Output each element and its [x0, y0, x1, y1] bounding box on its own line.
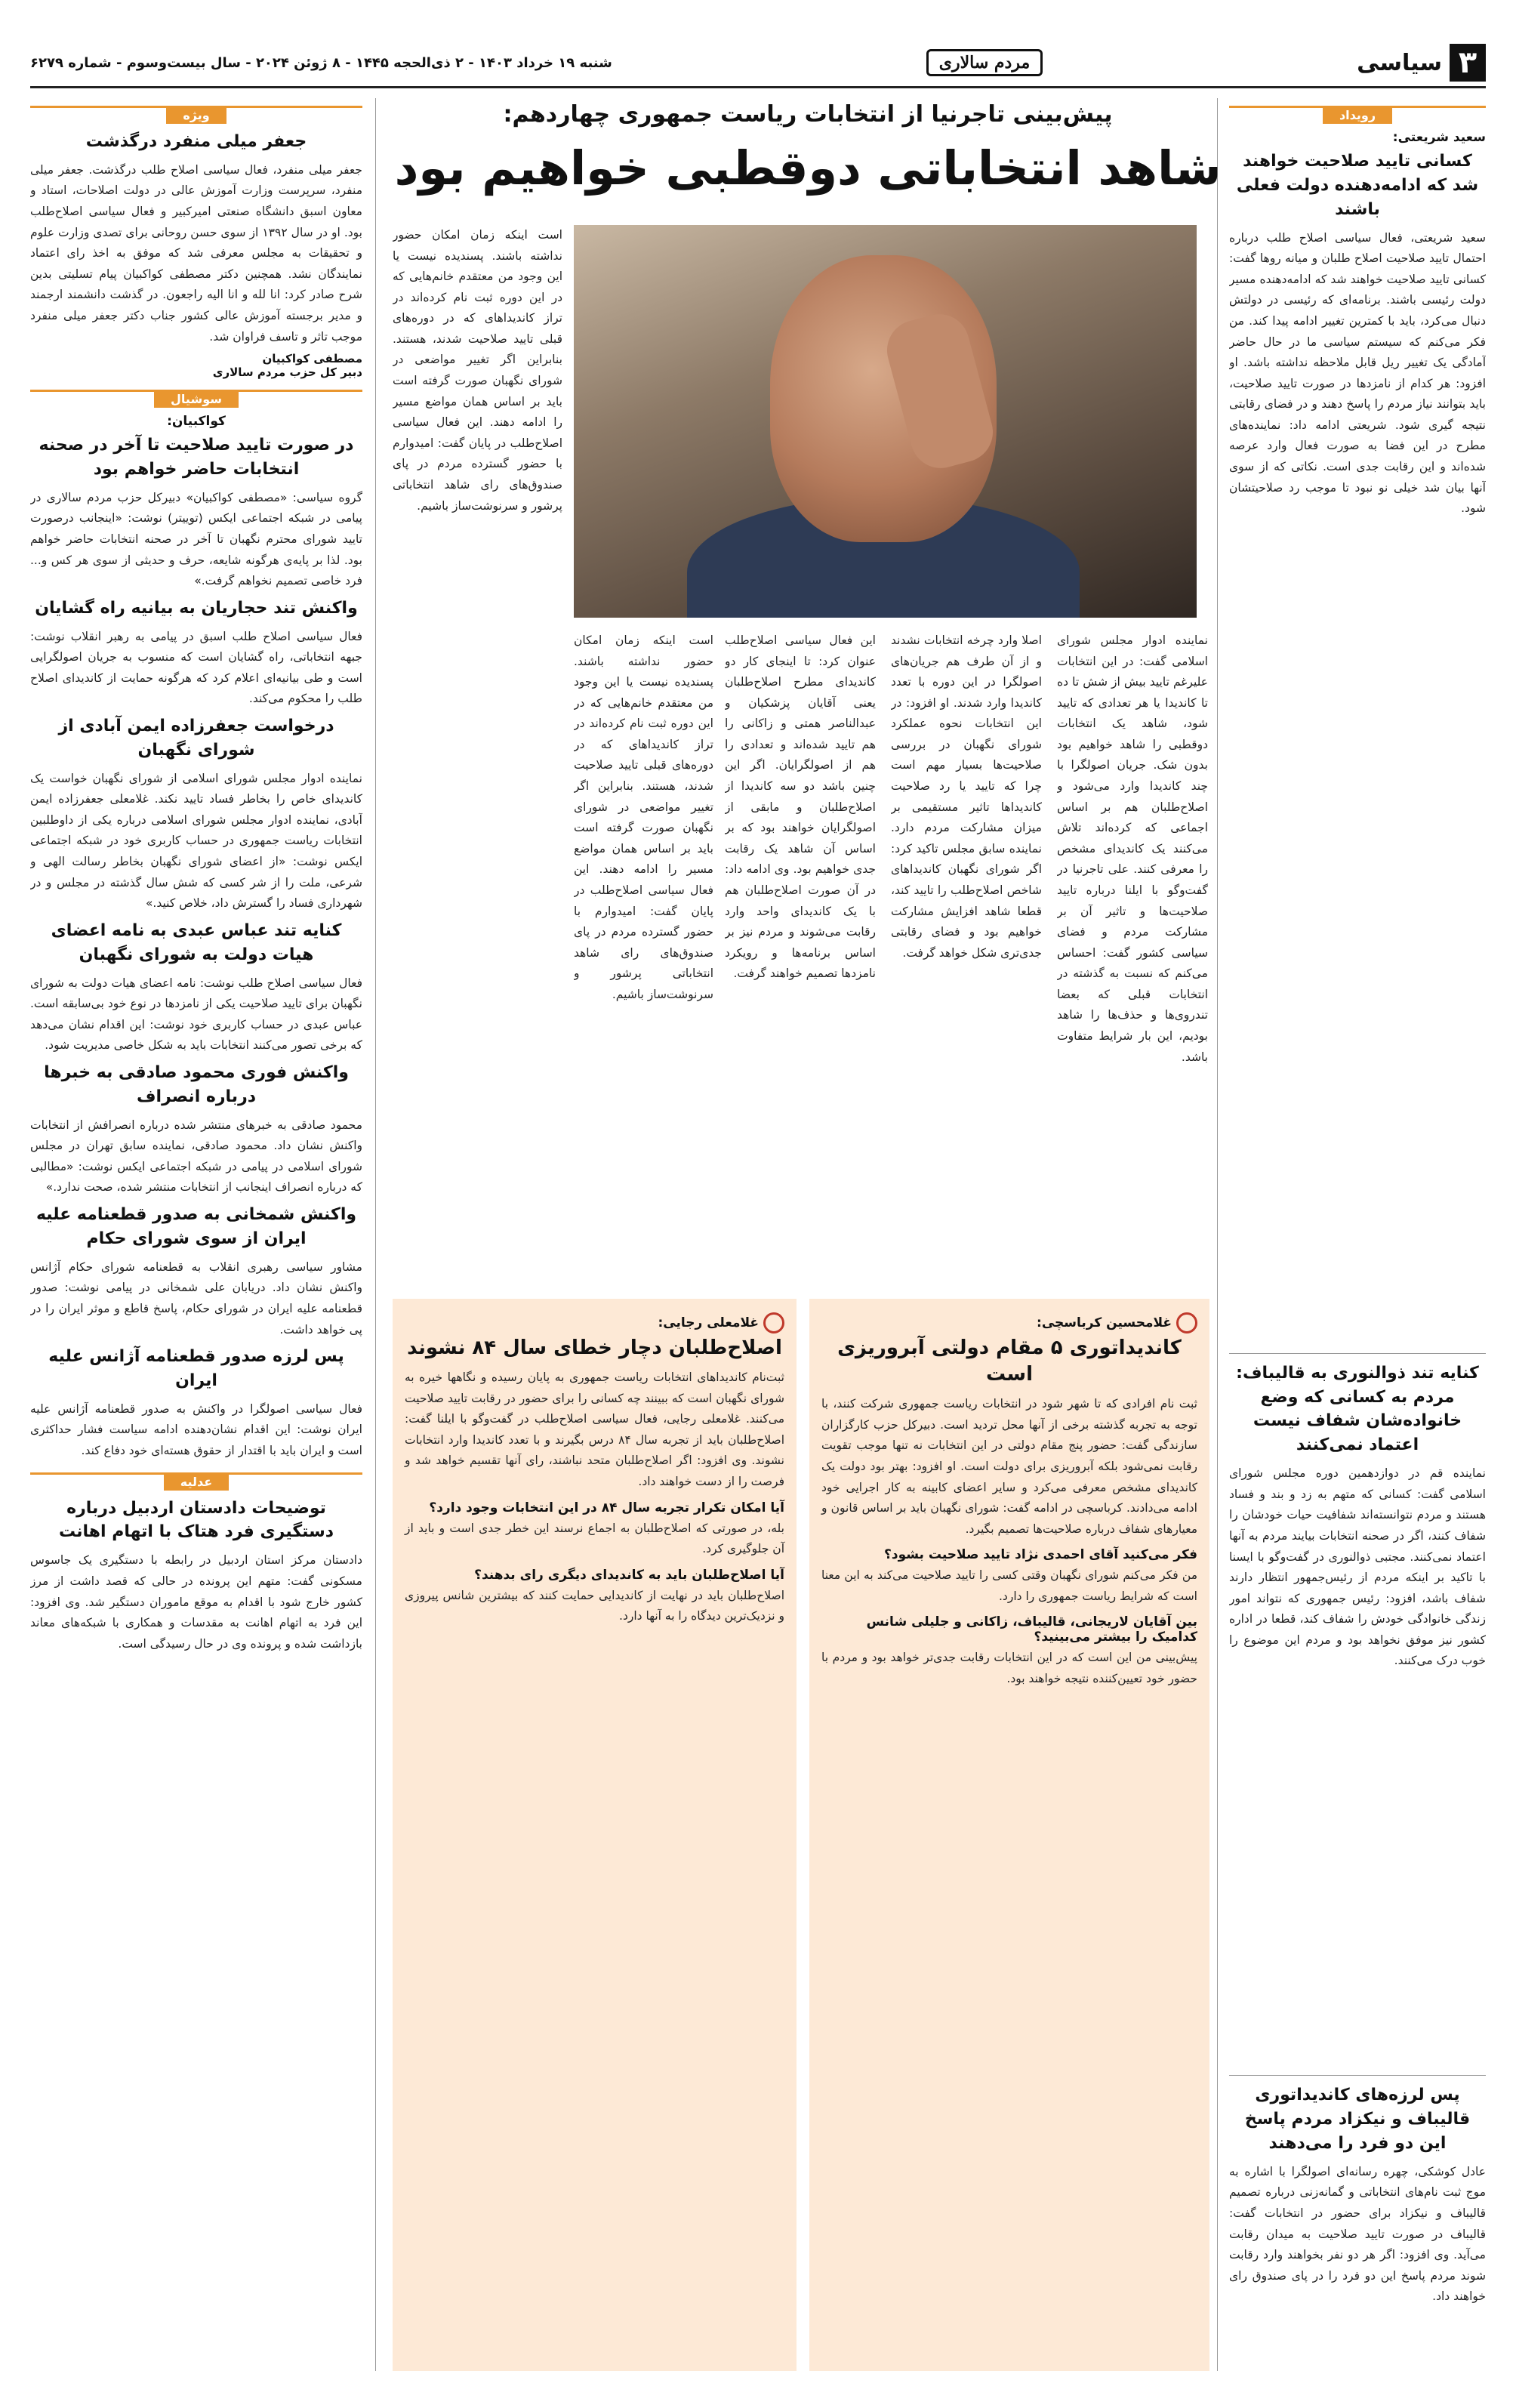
news-body: جعفر میلی منفرد، فعال سیاسی اصلاح طلب درگذشت. جعفر میلی منفرد، سرپرست وزارت آموزش عالی در دولت اصلاحات، استاد و معاون اسبق دانشگاه صنعتی امیرکبیر و فعال سیاسی اصلاح‌طلب بود. او در سال ۱۳۹۲ از سوی حسن روحانی برای تصدی وزارت علوم و تحقیقات به مجلس معرفی شد که موفق به اخذ رای اعتماد نمایندگان نشد. همچنین دکتر مصطفی کواکبیان پیام تسلیتی بدین شرح صادر کرد: انا لله و انا الیه راجعون. در گذشت دانشمند ارجمند و مدیر برجسته آموزش عالی کشور جناب دکتر جعفر میلی منفرد موجب تاثر و تاسف فراوان شد. — [30, 162, 362, 344]
right-column — [1229, 106, 1486, 2371]
box-answer: من فکر می‌کنم شورای نگهبان وقتی کسی را تایید صلاحیت می‌کند به این معنا است که شرایط ریاست جمهوری را دارد. — [821, 1568, 1197, 1603]
box-question: آیا امکان تکرار تجربه سال ۸۴ در این انتخابات وجود دارد؟ — [429, 1500, 784, 1515]
news-title: در صورت تایید صلاحیت تا آخر در صحنه انتخابات حاضر خواهم بود — [39, 436, 354, 479]
box-title: کاندیداتوری ۵ مقام دولتی آبروریزی است — [837, 1337, 1182, 1386]
news-title: کنایه تند عباس عبدی به نامه اعضای هیات دولت به شورای نگهبان — [51, 920, 342, 964]
news-title: واکنش فوری محمود صادقی به خبرها درباره انصراف — [44, 1062, 349, 1106]
box-title: اصلاح‌طلبان دچار خطای سال ۸۴ نشوند — [407, 1337, 782, 1359]
tag-vizheh: ویژه — [166, 106, 226, 124]
news-title: توضیحات دادستان اردبیل درباره دستگیری فرد هتاک با اتهام اهانت — [58, 1498, 334, 1542]
news-title: کنایه تند ذوالنوری به قالیباف: مردم به کسانی که وضع خانواده‌شان شفاف نیست اعتماد نمی‌کنند — [1236, 1363, 1479, 1455]
box-body: ثبت نام افرادی که تا شهر شود در انتخابات ریاست جمهوری شرکت کنند، با توجه به تجربه گذشته برخی از آنها محل تردید است. دبیرکل حزب کارگزاران سازندگی گفت: حضور پنج مقام دولتی در این انتخابات نه تنها موجب تقویت رقابت نمی‌شود بلکه آبروریزی برای دولت است. او افزود: بهتر بود دولت یک کاندیدای مشخص معرفی می‌کرد و سایر اعضای کابینه به کار اجرایی خود ادامه می‌دادند. کرباسچی در ادامه گفت: شورای نگهبان باید بر اساس قانون و معیارهای شفاف درباره صلاحیت‌ها تصمیم بگیرد. — [821, 1397, 1197, 1536]
masthead-center — [926, 49, 1043, 76]
box-author: غلامعلی رجایی: — [658, 1315, 759, 1330]
lead-column-2: اصلا وارد چرخه انتخابات نشدند و از آن طرف هم جریان‌های اصولگرا در این دوره با تعدد کاندیدا وارد شدند. او افزود: در این انتخابات نحوه عملکرد شورای نگهبان در بررسی صلاحیت‌ها بسیار مهم است چرا که تایید یا رد صلاحیت کاندیداها تاثیر مستقیمی بر میزان مشارکت مردم دارد. نماینده سابق مجلس تاکید کرد: اگر شورای نگهبان کاندیداهای شاخص اصلاح‌طلب را تایید کند، قطعا شاهد افزایش مشارکت خواهیم بود و فضای رقابتی جدی‌تری شکل خواهد گرفت. — [891, 634, 1042, 960]
news-body: محمود صادقی به خبرهای منتشر شده درباره انصرافش از انتخابات واکنش نشان داد. محمود صادقی، نماینده سابق تهران در مجلس شورای اسلامی در پیامی در شبکه اجتماعی ایکس نوشت: «مطالبی که درباره انصراف اینجانب از انتخابات منتشر شده، صحت ندارد.» — [30, 1118, 362, 1195]
signature-name: مصطفی کواکبیان — [262, 352, 362, 366]
news-logo-icon — [763, 1312, 784, 1333]
box-answer: اصلاح‌طلبان باید در نهایت از کاندیدایی حمایت کنند که بیشترین شانس پیروزی و نزدیک‌ترین دیدگاه را به آنها دارد. — [405, 1588, 784, 1623]
tag-roydad: رویداد — [1323, 106, 1392, 124]
interview-box-karbaschi — [809, 1299, 1209, 2371]
news-body: نماینده ادوار مجلس شورای اسلامی از شورای نگهبان خواست یک کاندیدای خاص را بخاطر فساد تایید نکند. غلامعلی جعفرزاده ایمن آبادی، نماینده ادوار مجلس شورای اسلامی درباره یکی از داوطلبین انتخابات ریاست جمهوری در حساب کاربری خود در شبکه اجتماعی ایکس نوشت: «از اعضای شورای نگهبان بخاطر رسالت الهی و شرعی، ملت را از شر کسی که شش سال گذشته در مجلس و در شهرداری فساد را گسترش داد، خلاص کنید.» — [30, 771, 362, 911]
news-title: واکنش شمخانی به صدور قطعنامه علیه ایران از سوی شورای حکام — [35, 1204, 357, 1248]
news-author: کواکبیان: — [167, 414, 226, 430]
newspaper-logo: مردم سالاری — [926, 49, 1043, 76]
news-logo-icon — [1176, 1312, 1197, 1333]
tag-social: سوشیال — [154, 390, 239, 408]
separator — [1229, 2075, 1486, 2076]
news-title: واکنش تند حجاریان به بیانیه راه گشایان — [35, 598, 358, 618]
interview-box-rajaei — [393, 1299, 797, 2371]
news-author: سعید شریعتی: — [1392, 130, 1486, 145]
news-title: کسانی تایید صلاحیت خواهند شد که ادامه‌دهنده دولت فعلی باشند — [1236, 152, 1479, 219]
news-title: جعفر میلی منفرد درگذشت — [85, 132, 307, 151]
news-body: فعال سیاسی اصلاح طلب اسبق در پیامی به رهبر انقلاب نوشت: جبهه انتخاباتی، راه گشایان است که منسوب به جریان اصولگرایی است و طی بیانیه‌ای اعلام کرد که هرگونه حمایت از کاندیدای اصلاح طلب را محکوم می‌کند. — [30, 629, 362, 706]
interview-photo — [574, 225, 1197, 618]
news-title: درخواست جعفرزاده ایمن آبادی از شورای نگهبان — [58, 716, 334, 760]
box-body: ثبت‌نام کاندیداهای انتخابات ریاست جمهوری به پایان رسیده و نگاهها خیره به شورای نگهبان است که ببینند چه کسانی را برای حضور در رقابت تایید صلاحیت می‌کنند. غلامعلی رجایی، فعال سیاسی اصلاح‌طلب در گفت‌وگو با ایلنا گفت: اصلاح‌طلبان باید از تجربه سال ۸۴ درس بگیرند و با تعدد کاندیدا وارد انتخابات نشوند. وی افزود: اگر اصلاح‌طلبان متحد نباشند، رای آنها تقسیم خواهد شد و فرصت را از دست خواهند داد. — [405, 1370, 784, 1488]
left-column — [30, 106, 362, 2371]
news-title: پس لرزه صدور قطعنامه آژانس علیه ایران — [48, 1347, 344, 1390]
box-question: آیا اصلاح‌طلبان باید به کاندیدای دیگری رای بدهند؟ — [474, 1567, 784, 1583]
news-body: فعال سیاسی اصلاح طلب نوشت: نامه اعضای هیات دولت به شورای نگهبان برای تایید صلاحیت یکی از نامزدها در نوع خود بی‌سابقه است. عباس عبدی در حساب کاربری خود نوشت: این اقدام نشان می‌دهد که برخی تصور می‌کنند انتخابات باید به شکل خاصی مدیریت شود. — [30, 976, 362, 1053]
lead-column-4b: است اینکه زمان امکان حضور نداشته باشند. پسندیده نیست یا این وجود من معتقدم خانم‌هایی که در این دوره ثبت نام کرده‌اند در تراز کاندیداهای که در دوره‌های قبلی تایید صلاحیت شدند، هستند. بنابراین اگر تغییر مواضعی در شورای نگهبان صورت گرفته است باید بر اساس همان مواضع مسیر را ادامه دهند. این فعال سیاسی اصلاح‌طلب در پایان گفت: امیدوارم با حضور گسترده مردم در پای صندوق‌های رای شاهد انتخاباتی پرشور و سرنوشت‌ساز باشیم. — [574, 634, 713, 1001]
tag-adlieh: عدلیه — [164, 1473, 229, 1491]
news-body: گروه سیاسی: «مصطفی کواکبیان» دبیرکل حزب مردم سالاری در پیامی در شبکه اجتماعی ایکس (توییتر) نوشت: «اینجانب درصورت تایید شورای محترم نگهبان تا آخر در صحنه انتخابات حاضر خواهم بود. لذا بر پایه‌ی هرگونه شایعه، حرف و حدیثی از سوی هر کس و... فرد خاصی تصمیم نخواهم گرفت.» — [30, 490, 362, 588]
news-body: مشاور سیاسی رهبری انقلاب به قطعنامه شورای حکام آژانس واکنش نشان داد. دریابان علی شمخانی در پیامی نوشت: صدور قطعنامه علیه ایران در شورای حکام، پاسخ قاطع و موثر ایران را در پی خواهد داشت. — [30, 1259, 362, 1337]
tag-row — [1229, 106, 1486, 124]
lead-column-4: است اینکه زمان امکان حضور نداشته باشند. پسندیده نیست یا این وجود من معتقدم خانم‌هایی که در این دوره ثبت نام کرده‌اند در تراز کاندیداهای که در دوره‌های قبلی تایید صلاحیت شدند، هستند. بنابراین اگر تغییر مواضعی در شورای نگهبان صورت گرفته است باید بر اساس همان مواضع مسیر را ادامه دهند. این فعال سیاسی اصلاح‌طلب در پایان گفت: امیدوارم با حضور گسترده مردم در پای صندوق‌های رای شاهد انتخاباتی پرشور و سرنوشت‌ساز باشیم. — [393, 228, 562, 513]
section-number: ۳ — [1450, 44, 1486, 82]
issue-line: شنبه ۱۹ خرداد ۱۴۰۳ - ۲ ذی‌الحجه ۱۴۴۵ - ۸ ژوئن ۲۰۲۴ - سال بیست‌وسوم - شماره ۶۲۷۹ — [30, 54, 612, 71]
box-question: بین آقایان لاریجانی، قالیباف، زاکانی و جلیلی شانس کدامیک را بیشتر می‌بینید؟ — [866, 1614, 1197, 1645]
news-body: فعال سیاسی اصولگرا در واکنش به صدور قطعنامه آژانس علیه ایران نوشت: این اقدام نشان‌دهنده ادامه سیاست فشار حداکثری است و ایران باید با اقتدار از حقوق هسته‌ای خود دفاع کند. — [30, 1401, 362, 1458]
section-name: سیاسی — [1357, 49, 1442, 76]
tag-row — [30, 106, 362, 124]
box-question: فکر می‌کنید آقای احمدی نژاد تایید صلاحیت بشود؟ — [884, 1547, 1197, 1563]
section-block — [1357, 44, 1486, 82]
news-title: پس لرزه‌های کاندیداتوری قالیباف و نیکزاد مردم پاسخ این دو فرد را می‌دهند — [1244, 2086, 1471, 2154]
lead-column-3: این فعال سیاسی اصلاح‌طلب عنوان کرد: تا اینجای کار دو کاندیدای مطرح اصلاح‌طلبان یعنی آقایان پزشکیان و عبدالناصر همتی و زاکانی را هم تایید شده‌اند و تعدادی را هم از اصولگرایان. اگر این چنین باشد دو سه کاندیدا از اصلاح‌طلبان و مابقی از اصولگرایان خواهند بود که بر اساس آن شاهد یک رقابت جدی خواهیم بود. وی ادامه داد: در آن صورت اصلاح‌طلبان هم با یک کاندیدای واحد وارد رقابت می‌شوند و مردم نیز بر اساس برنامه‌ها و رویکرد نامزدها تصمیم خواهند گرفت. — [725, 634, 876, 981]
tag-row — [30, 390, 362, 408]
column-divider — [1217, 98, 1218, 2371]
news-body: سعید شریعتی، فعال سیاسی اصلاح طلب درباره احتمال تایید صلاحیت اصلاح طلبان و میانه روها گفت: کسانی تایید صلاحیت خواهند شد که ادامه‌دهنده مسیر دولت رئیسی باشند. برنامه‌ای که رئیسی در دولتش دنبال می‌کرد، باید با کمترین تغییر ادامه پیدا کند. من فکر می‌کنم که سیستم سیاسی ما در حال حاضر آمادگی یک تغییر ریل قابل ملاحظه نداشته باشد. او افزود: هر کدام از نامزدها در صورت تایید صلاحیت، باید بتوانند نیاز مردم را پاسخ دهند و در فضای رقابتی نتیجه گیری شود. شریعتی ادامه داد: نماینده‌های مطرح در این فضا به صورت فعال وارد عرصه شده‌اند و این رقابت جدی است. نکاتی که از سوی آنها بیان شد خیلی نو نبود تا موجب رد صلاحیتشان شود. — [1229, 230, 1486, 516]
news-body: دادستان مرکز استان اردبیل در رابطه با دستگیری یک جاسوس مسکونی گفت: متهم این پرونده در حالی که قصد داشت از مرز کشور خارج شود با اقدام به موقع ماموران دستگیر شد. وی افزود: این فرد به اتهام اهانت به مقدسات و همکاری با شبکه‌های معاند بازداشت شده و پرونده وی در حال رسیدگی است. — [30, 1553, 362, 1651]
news-body: عادل کوشکی، چهره رسانه‌ای اصولگرا با اشاره به موج ثبت نام‌های انتخاباتی و گمانه‌زنی درباره تصمیم قالیباف و نیکزاد برای حضور در انتخابات گفت: قالیباف در صورت تایید صلاحیت به میدان رقابت می‌آید. وی افزود: اگر هر دو نفر بخواهند وارد رقابت شوند مردم پاسخ این دو فرد را در پای صندوق رای خواهند داد. — [1229, 2164, 1486, 2304]
box-answer: بله، در صورتی که اصلاح‌طلبان به اجماع نرسند این خطر جدی است و باید از آن جلوگیری کرد. — [405, 1521, 784, 1556]
separator — [1229, 1353, 1486, 1354]
box-answer: پیش‌بینی من این است که در این انتخابات رقابت جدی‌تر خواهد بود و مردم با حضور خود تعیین‌کننده نتیجه خواهند بود. — [821, 1651, 1197, 1685]
masthead — [30, 39, 1486, 88]
main-headline: شاهد انتخاباتی دوقطبی خواهیم بود — [394, 140, 1222, 196]
lead-column-1: نماینده ادوار مجلس شورای اسلامی گفت: در این انتخابات علیرغم تایید بیش از شش تا ده تا کاندیدا یا هر تعدادی که تایید شود، شاهد یک انتخابات دوقطبی را شاهد خواهیم بود بدون شک. جریان اصولگرا با چند کاندیدا وارد می‌شود و اصلاح‌طلبان هم بر اساس اجماعی که کرده‌اند تلاش می‌کنند یک کاندیدای مشخص را معرفی کنند. علی تاجرنیا در گفت‌وگو با ایلنا درباره تایید صلاحیت‌ها و تاثیر آن بر مشارکت مردم و فضای سیاسی کشور گفت: احساس می‌کنم که نسبت به گذشته در انتخابات قبلی که بعضا تندروی‌ها و حذف‌ها را شاهد بودیم، این بار شرایط متفاوت باشد. — [1057, 634, 1208, 1064]
box-author: غلامحسین کرباسچی: — [1037, 1315, 1172, 1330]
pre-headline: پیش‌بینی تاجرنیا از انتخابات ریاست جمهوری چهاردهم: — [503, 101, 1113, 128]
tag-row — [30, 1472, 362, 1491]
column-divider — [375, 98, 376, 2371]
signature-title: دبیر کل حزب مردم سالاری — [212, 365, 362, 380]
news-body: نماینده قم در دوازدهمین دوره مجلس شورای اسلامی گفت: کسانی که متهم به زد و بند و فساد هستند و مردم نتوانسته‌اند شفافیت حیات خودشان را شفاف کنند، اگر در صحنه انتخابات بیایند مردم به آنها اعتماد نمی‌کنند. مجتبی ذوالنوری در گفت‌وگو با ایسنا با تاکید بر اینکه مردم از رئیس‌جمهور انتظار دارند شفاف باشد، افزود: رئیس جمهوری که نتواند امور زندگی خانوادگی خودش را شفاف کند، قطعا در اداره کشور نیز موفق نخواهد بود و مردم این موضوع را خوب درک می‌کنند. — [1229, 1466, 1486, 1668]
